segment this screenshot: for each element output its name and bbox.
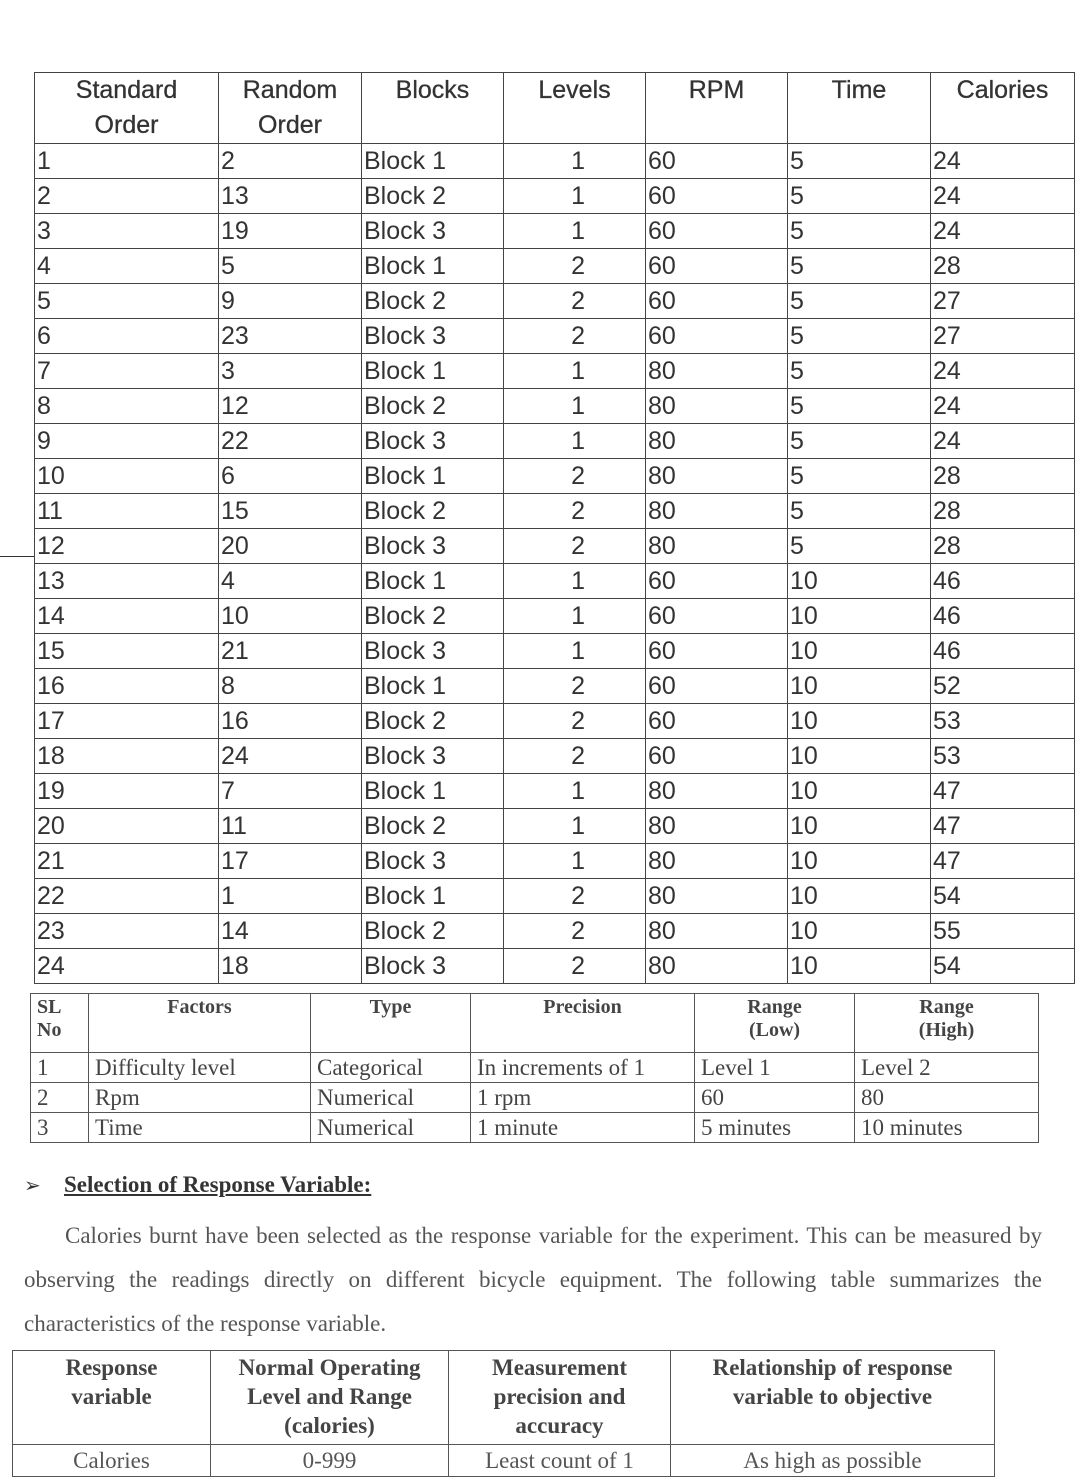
cell-calories: 54 bbox=[931, 879, 1075, 914]
cell-time: 5 bbox=[788, 179, 931, 214]
cell-level: 2 bbox=[504, 459, 646, 494]
cell-block: Block 2 bbox=[362, 179, 504, 214]
cell-time: 10 bbox=[788, 809, 931, 844]
cell-block: Block 3 bbox=[362, 214, 504, 249]
cell-level: 2 bbox=[504, 879, 646, 914]
cell-block: Block 3 bbox=[362, 424, 504, 459]
cell-rpm: 60 bbox=[646, 319, 788, 354]
cell-calories: 24 bbox=[931, 424, 1075, 459]
cell-level: 1 bbox=[504, 424, 646, 459]
table-row bbox=[35, 774, 1075, 809]
cell-random-order: 13 bbox=[219, 179, 362, 214]
cell-rpm: 80 bbox=[646, 809, 788, 844]
cell-time: 5 bbox=[788, 494, 931, 529]
cell-sl-no: 2 bbox=[31, 1083, 89, 1113]
cell-time: 5 bbox=[788, 214, 931, 249]
cell-measurement: Least count of 1 bbox=[449, 1445, 671, 1477]
cell-random-order: 20 bbox=[219, 529, 362, 564]
cell-level: 2 bbox=[504, 704, 646, 739]
cell-level: 1 bbox=[504, 564, 646, 599]
cell-range-low: Level 1 bbox=[695, 1053, 855, 1083]
cell-block: Block 1 bbox=[362, 564, 504, 599]
table-row bbox=[35, 389, 1075, 424]
cell-time: 5 bbox=[788, 389, 931, 424]
cell-rpm: 80 bbox=[646, 879, 788, 914]
experiment-design-body bbox=[35, 144, 1075, 984]
section-title: Selection of Response Variable: bbox=[64, 1172, 372, 1197]
cell-range-high: 80 bbox=[855, 1083, 1039, 1113]
cell-level: 2 bbox=[504, 494, 646, 529]
cell-standard-order: 16 bbox=[35, 669, 219, 704]
cell-type: Numerical bbox=[311, 1083, 471, 1113]
cell-block: Block 1 bbox=[362, 354, 504, 389]
cell-block: Block 3 bbox=[362, 844, 504, 879]
cell-random-order: 21 bbox=[219, 634, 362, 669]
cell-rpm: 60 bbox=[646, 739, 788, 774]
cell-standard-order: 8 bbox=[35, 389, 219, 424]
cell-level: 1 bbox=[504, 844, 646, 879]
cell-calories: 47 bbox=[931, 844, 1075, 879]
cell-standard-order: 9 bbox=[35, 424, 219, 459]
cell-level: 2 bbox=[504, 949, 646, 984]
cell-rpm: 60 bbox=[646, 634, 788, 669]
cell-level: 2 bbox=[504, 249, 646, 284]
cell-block: Block 1 bbox=[362, 879, 504, 914]
cell-response-variable: Calories bbox=[13, 1445, 211, 1477]
cell-time: 10 bbox=[788, 704, 931, 739]
cell-standard-order: 22 bbox=[35, 879, 219, 914]
cell-random-order: 9 bbox=[219, 284, 362, 319]
cell-calories: 24 bbox=[931, 214, 1075, 249]
cell-calories: 46 bbox=[931, 564, 1075, 599]
table-header-row bbox=[31, 994, 1039, 1053]
col-header-standard-order: Order bbox=[35, 108, 219, 144]
cell-rpm: 60 bbox=[646, 704, 788, 739]
cell-standard-order: 11 bbox=[35, 494, 219, 529]
cell-time: 10 bbox=[788, 879, 931, 914]
table-row bbox=[35, 319, 1075, 354]
table-row bbox=[31, 1083, 1039, 1113]
cell-calories: 24 bbox=[931, 144, 1075, 179]
cell-block: Block 2 bbox=[362, 704, 504, 739]
col-header-calories: Calories bbox=[931, 73, 1075, 109]
col-header-rpm: RPM bbox=[646, 73, 788, 109]
cell-time: 10 bbox=[788, 634, 931, 669]
cell-time: 5 bbox=[788, 529, 931, 564]
cell-block: Block 2 bbox=[362, 494, 504, 529]
cell-block: Block 3 bbox=[362, 319, 504, 354]
cell-rpm: 80 bbox=[646, 844, 788, 879]
cell-random-order: 4 bbox=[219, 564, 362, 599]
cell-factor: Time bbox=[89, 1113, 311, 1143]
cell-calories: 24 bbox=[931, 389, 1075, 424]
cell-standard-order: 18 bbox=[35, 739, 219, 774]
cell-calories: 53 bbox=[931, 739, 1075, 774]
cell-standard-order: 12 bbox=[35, 529, 219, 564]
cell-level: 1 bbox=[504, 599, 646, 634]
cell-time: 5 bbox=[788, 424, 931, 459]
factors-body bbox=[31, 1053, 1039, 1143]
cell-standard-order: 20 bbox=[35, 809, 219, 844]
cell-random-order: 1 bbox=[219, 879, 362, 914]
cell-calories: 28 bbox=[931, 249, 1075, 284]
cell-type: Numerical bbox=[311, 1113, 471, 1143]
cell-random-order: 12 bbox=[219, 389, 362, 424]
col-header-measurement: Measurement precision and accuracy bbox=[449, 1351, 671, 1445]
cell-block: Block 3 bbox=[362, 634, 504, 669]
cell-standard-order: 3 bbox=[35, 214, 219, 249]
cell-sl-no: 1 bbox=[31, 1053, 89, 1083]
table-row bbox=[35, 599, 1075, 634]
col-header-relationship: Relationship of response variable to objective bbox=[671, 1351, 995, 1445]
cell-calories: 52 bbox=[931, 669, 1075, 704]
cell-time: 5 bbox=[788, 354, 931, 389]
cell-rpm: 60 bbox=[646, 599, 788, 634]
experiment-design-table bbox=[34, 72, 1075, 984]
cell-standard-order: 7 bbox=[35, 354, 219, 389]
cell-calories: 47 bbox=[931, 774, 1075, 809]
cell-standard-order: 17 bbox=[35, 704, 219, 739]
cell-range-low: 5 minutes bbox=[695, 1113, 855, 1143]
cell-random-order: 18 bbox=[219, 949, 362, 984]
table-row bbox=[31, 1053, 1039, 1083]
col-header-sl-no: SL No bbox=[31, 994, 89, 1053]
cell-calories: 24 bbox=[931, 179, 1075, 214]
table-row bbox=[35, 949, 1075, 984]
table-row bbox=[35, 179, 1075, 214]
cell-calories: 54 bbox=[931, 949, 1075, 984]
cell-range-low: 60 bbox=[695, 1083, 855, 1113]
table-header-row-2 bbox=[35, 108, 1075, 144]
cell-time: 10 bbox=[788, 949, 931, 984]
cell-rpm: 60 bbox=[646, 284, 788, 319]
cell-time: 5 bbox=[788, 459, 931, 494]
col-header-time: Time bbox=[788, 73, 931, 109]
cell-standard-order: 23 bbox=[35, 914, 219, 949]
cell-rpm: 80 bbox=[646, 949, 788, 984]
table-row bbox=[35, 214, 1075, 249]
cell-standard-order: 2 bbox=[35, 179, 219, 214]
cell-range-high: Level 2 bbox=[855, 1053, 1039, 1083]
cell-random-order: 19 bbox=[219, 214, 362, 249]
cell-level: 1 bbox=[504, 389, 646, 424]
cell-random-order: 11 bbox=[219, 809, 362, 844]
cell-calories: 46 bbox=[931, 599, 1075, 634]
cell-random-order: 8 bbox=[219, 669, 362, 704]
cell-random-order: 3 bbox=[219, 354, 362, 389]
table-row bbox=[13, 1445, 995, 1477]
table-row bbox=[35, 914, 1075, 949]
cell-block: Block 3 bbox=[362, 529, 504, 564]
cell-standard-order: 4 bbox=[35, 249, 219, 284]
cell-level: 2 bbox=[504, 284, 646, 319]
cell-block: Block 3 bbox=[362, 739, 504, 774]
cell-calories: 46 bbox=[931, 634, 1075, 669]
table-row bbox=[35, 634, 1075, 669]
cell-block: Block 2 bbox=[362, 809, 504, 844]
cell-block: Block 1 bbox=[362, 144, 504, 179]
cell-rpm: 60 bbox=[646, 669, 788, 704]
cell-random-order: 7 bbox=[219, 774, 362, 809]
cell-random-order: 10 bbox=[219, 599, 362, 634]
cell-rpm: 60 bbox=[646, 214, 788, 249]
cell-relationship: As high as possible bbox=[671, 1445, 995, 1477]
cell-rpm: 80 bbox=[646, 424, 788, 459]
cell-rpm: 60 bbox=[646, 179, 788, 214]
cell-level: 2 bbox=[504, 529, 646, 564]
table-header-row bbox=[35, 73, 1075, 109]
cell-precision: 1 minute bbox=[471, 1113, 695, 1143]
cell-calories: 53 bbox=[931, 704, 1075, 739]
cell-calories: 55 bbox=[931, 914, 1075, 949]
table-row bbox=[35, 564, 1075, 599]
col-header-response-variable: Response variable bbox=[13, 1351, 211, 1445]
table-row bbox=[35, 144, 1075, 179]
cell-time: 5 bbox=[788, 319, 931, 354]
col-header-random: Random bbox=[219, 73, 362, 109]
cell-level: 1 bbox=[504, 634, 646, 669]
cell-level: 2 bbox=[504, 739, 646, 774]
col-header-standard: Standard bbox=[35, 73, 219, 109]
cell-time: 10 bbox=[788, 774, 931, 809]
cell-standard-order: 1 bbox=[35, 144, 219, 179]
cell-rpm: 80 bbox=[646, 354, 788, 389]
cell-calories: 28 bbox=[931, 459, 1075, 494]
cell-random-order: 24 bbox=[219, 739, 362, 774]
col-header-range-low: Range (Low) bbox=[695, 994, 855, 1053]
cell-standard-order: 5 bbox=[35, 284, 219, 319]
cell-type: Categorical bbox=[311, 1053, 471, 1083]
col-header-normal-operating: Normal Operating Level and Range (calories) bbox=[211, 1351, 449, 1445]
table-row bbox=[35, 739, 1075, 774]
cell-rpm: 60 bbox=[646, 249, 788, 284]
cell-standard-order: 21 bbox=[35, 844, 219, 879]
cell-random-order: 6 bbox=[219, 459, 362, 494]
cell-level: 2 bbox=[504, 914, 646, 949]
cell-rpm: 60 bbox=[646, 144, 788, 179]
cell-block: Block 2 bbox=[362, 914, 504, 949]
cell-block: Block 1 bbox=[362, 459, 504, 494]
cell-calories: 24 bbox=[931, 354, 1075, 389]
cell-level: 1 bbox=[504, 354, 646, 389]
cell-calories: 27 bbox=[931, 319, 1075, 354]
table-row bbox=[35, 879, 1075, 914]
col-header-precision: Precision bbox=[471, 994, 695, 1053]
section-heading bbox=[24, 1172, 371, 1198]
section-paragraph: Calories burnt have been selected as the response variable for the experiment. This can be measured by observing the readings directly on different bicycle equipment. The following table summarizes the characteristics of the response variable. bbox=[24, 1223, 1042, 1336]
cell-time: 10 bbox=[788, 739, 931, 774]
cell-block: Block 1 bbox=[362, 774, 504, 809]
cell-standard-order: 10 bbox=[35, 459, 219, 494]
cell-range-high: 10 minutes bbox=[855, 1113, 1039, 1143]
table-row bbox=[35, 844, 1075, 879]
factors-table bbox=[30, 993, 1039, 1143]
cell-rpm: 80 bbox=[646, 389, 788, 424]
table-row bbox=[35, 284, 1075, 319]
cell-random-order: 5 bbox=[219, 249, 362, 284]
cell-random-order: 22 bbox=[219, 424, 362, 459]
cell-standard-order: 14 bbox=[35, 599, 219, 634]
table-row bbox=[35, 704, 1075, 739]
cell-time: 10 bbox=[788, 599, 931, 634]
cell-random-order: 15 bbox=[219, 494, 362, 529]
cell-time: 5 bbox=[788, 249, 931, 284]
table-row bbox=[35, 494, 1075, 529]
table-row bbox=[35, 249, 1075, 284]
col-header-blocks: Blocks bbox=[362, 73, 504, 109]
margin-rule bbox=[0, 556, 34, 557]
cell-factor: Difficulty level bbox=[89, 1053, 311, 1083]
cell-calories: 28 bbox=[931, 529, 1075, 564]
cell-rpm: 80 bbox=[646, 774, 788, 809]
cell-time: 5 bbox=[788, 144, 931, 179]
cell-time: 10 bbox=[788, 669, 931, 704]
cell-random-order: 23 bbox=[219, 319, 362, 354]
cell-block: Block 1 bbox=[362, 669, 504, 704]
cell-rpm: 80 bbox=[646, 529, 788, 564]
cell-block: Block 2 bbox=[362, 284, 504, 319]
cell-random-order: 2 bbox=[219, 144, 362, 179]
cell-level: 2 bbox=[504, 319, 646, 354]
cell-level: 2 bbox=[504, 669, 646, 704]
cell-rpm: 80 bbox=[646, 459, 788, 494]
cell-level: 1 bbox=[504, 144, 646, 179]
table-row bbox=[31, 1113, 1039, 1143]
cell-time: 10 bbox=[788, 564, 931, 599]
table-row bbox=[35, 809, 1075, 844]
cell-block: Block 2 bbox=[362, 389, 504, 424]
col-header-levels: Levels bbox=[504, 73, 646, 109]
cell-rpm: 80 bbox=[646, 494, 788, 529]
cell-level: 1 bbox=[504, 809, 646, 844]
col-header-type: Type bbox=[311, 994, 471, 1053]
cell-standard-order: 13 bbox=[35, 564, 219, 599]
cell-time: 10 bbox=[788, 914, 931, 949]
cell-standard-order: 19 bbox=[35, 774, 219, 809]
cell-level: 1 bbox=[504, 214, 646, 249]
cell-standard-order: 24 bbox=[35, 949, 219, 984]
cell-standard-order: 15 bbox=[35, 634, 219, 669]
cell-time: 10 bbox=[788, 844, 931, 879]
table-row bbox=[35, 354, 1075, 389]
col-header-range-high: Range (High) bbox=[855, 994, 1039, 1053]
table-row bbox=[35, 424, 1075, 459]
cell-block: Block 3 bbox=[362, 949, 504, 984]
cell-random-order: 16 bbox=[219, 704, 362, 739]
cell-block: Block 2 bbox=[362, 599, 504, 634]
cell-sl-no: 3 bbox=[31, 1113, 89, 1143]
cell-calories: 28 bbox=[931, 494, 1075, 529]
col-header-factors: Factors bbox=[89, 994, 311, 1053]
cell-level: 1 bbox=[504, 774, 646, 809]
table-row bbox=[35, 529, 1075, 564]
cell-standard-order: 6 bbox=[35, 319, 219, 354]
table-header-row bbox=[13, 1351, 995, 1445]
cell-calories: 47 bbox=[931, 809, 1075, 844]
cell-rpm: 80 bbox=[646, 914, 788, 949]
cell-random-order: 14 bbox=[219, 914, 362, 949]
cell-time: 5 bbox=[788, 284, 931, 319]
response-variable-table bbox=[12, 1350, 995, 1477]
cell-precision: 1 rpm bbox=[471, 1083, 695, 1113]
cell-block: Block 1 bbox=[362, 249, 504, 284]
cell-normal-range: 0-999 bbox=[211, 1445, 449, 1477]
table-row bbox=[35, 669, 1075, 704]
cell-precision: In increments of 1 bbox=[471, 1053, 695, 1083]
table-row bbox=[35, 459, 1075, 494]
cell-calories: 27 bbox=[931, 284, 1075, 319]
col-header-random-order: Order bbox=[219, 108, 362, 144]
cell-factor: Rpm bbox=[89, 1083, 311, 1113]
arrow-bullet-icon: ➢ bbox=[24, 1175, 41, 1197]
cell-level: 1 bbox=[504, 179, 646, 214]
cell-random-order: 17 bbox=[219, 844, 362, 879]
cell-rpm: 60 bbox=[646, 564, 788, 599]
